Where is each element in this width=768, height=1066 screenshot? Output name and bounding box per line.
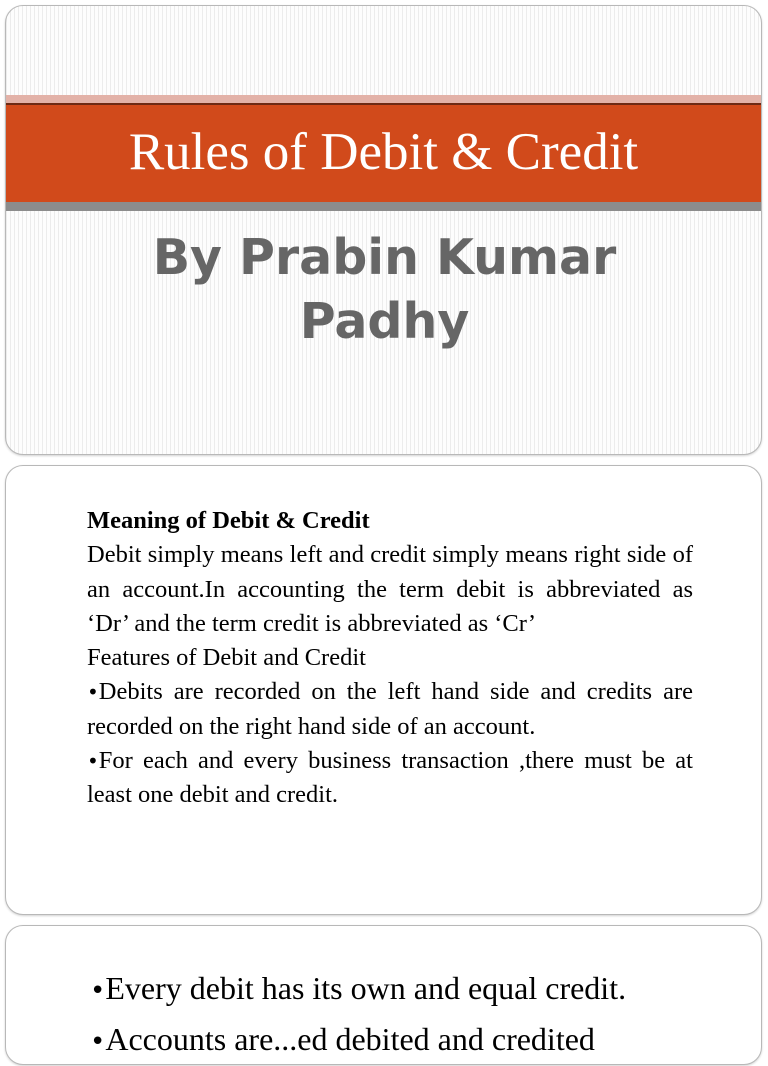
title-band-bottom-accent	[6, 202, 761, 211]
bullet-dot-icon: •	[87, 680, 99, 705]
list-item	[90, 1015, 730, 1066]
bullet-dot-icon: •	[87, 749, 99, 774]
slide-thumbnail-2[interactable]	[5, 465, 762, 915]
slide-thumbnail-3[interactable]	[5, 925, 762, 1065]
slide-subtitle: By Prabin Kumar Padhy	[152, 229, 617, 350]
definition-paragraph: Debit simply means left and credit simply means right side of an account.In accounting the term debit is abbreviated as ‘Dr’ and the term credit is abbreviated as ‘Cr’	[87, 541, 693, 637]
slide-body	[87, 504, 693, 813]
slide-thumbnail-1[interactable]	[5, 5, 762, 455]
bullet-dot-icon: •	[90, 1027, 106, 1057]
slide-title: Rules of Debit & Credit	[128, 123, 639, 181]
list-item-text: Every debit has its own and equal credit.	[105, 970, 627, 1006]
list-item	[90, 964, 730, 1015]
slide-body	[90, 964, 730, 1066]
list-item-text: Accounts are...ed debited and credited	[105, 1021, 595, 1057]
list-item-text: For each and every business transaction ,there must be at least one debit and credit.	[87, 747, 693, 809]
bullet-dot-icon: •	[90, 976, 106, 1006]
list-item	[87, 744, 693, 813]
list-item-text: Debits are recorded on the left hand side and credits are recorded on the right hand side of an account.	[87, 678, 693, 740]
features-subheading: Features of Debit and Credit	[87, 644, 366, 672]
title-band-top-accent	[6, 95, 761, 103]
list-item	[87, 675, 693, 744]
section-heading: Meaning of Debit & Credit	[87, 507, 370, 534]
